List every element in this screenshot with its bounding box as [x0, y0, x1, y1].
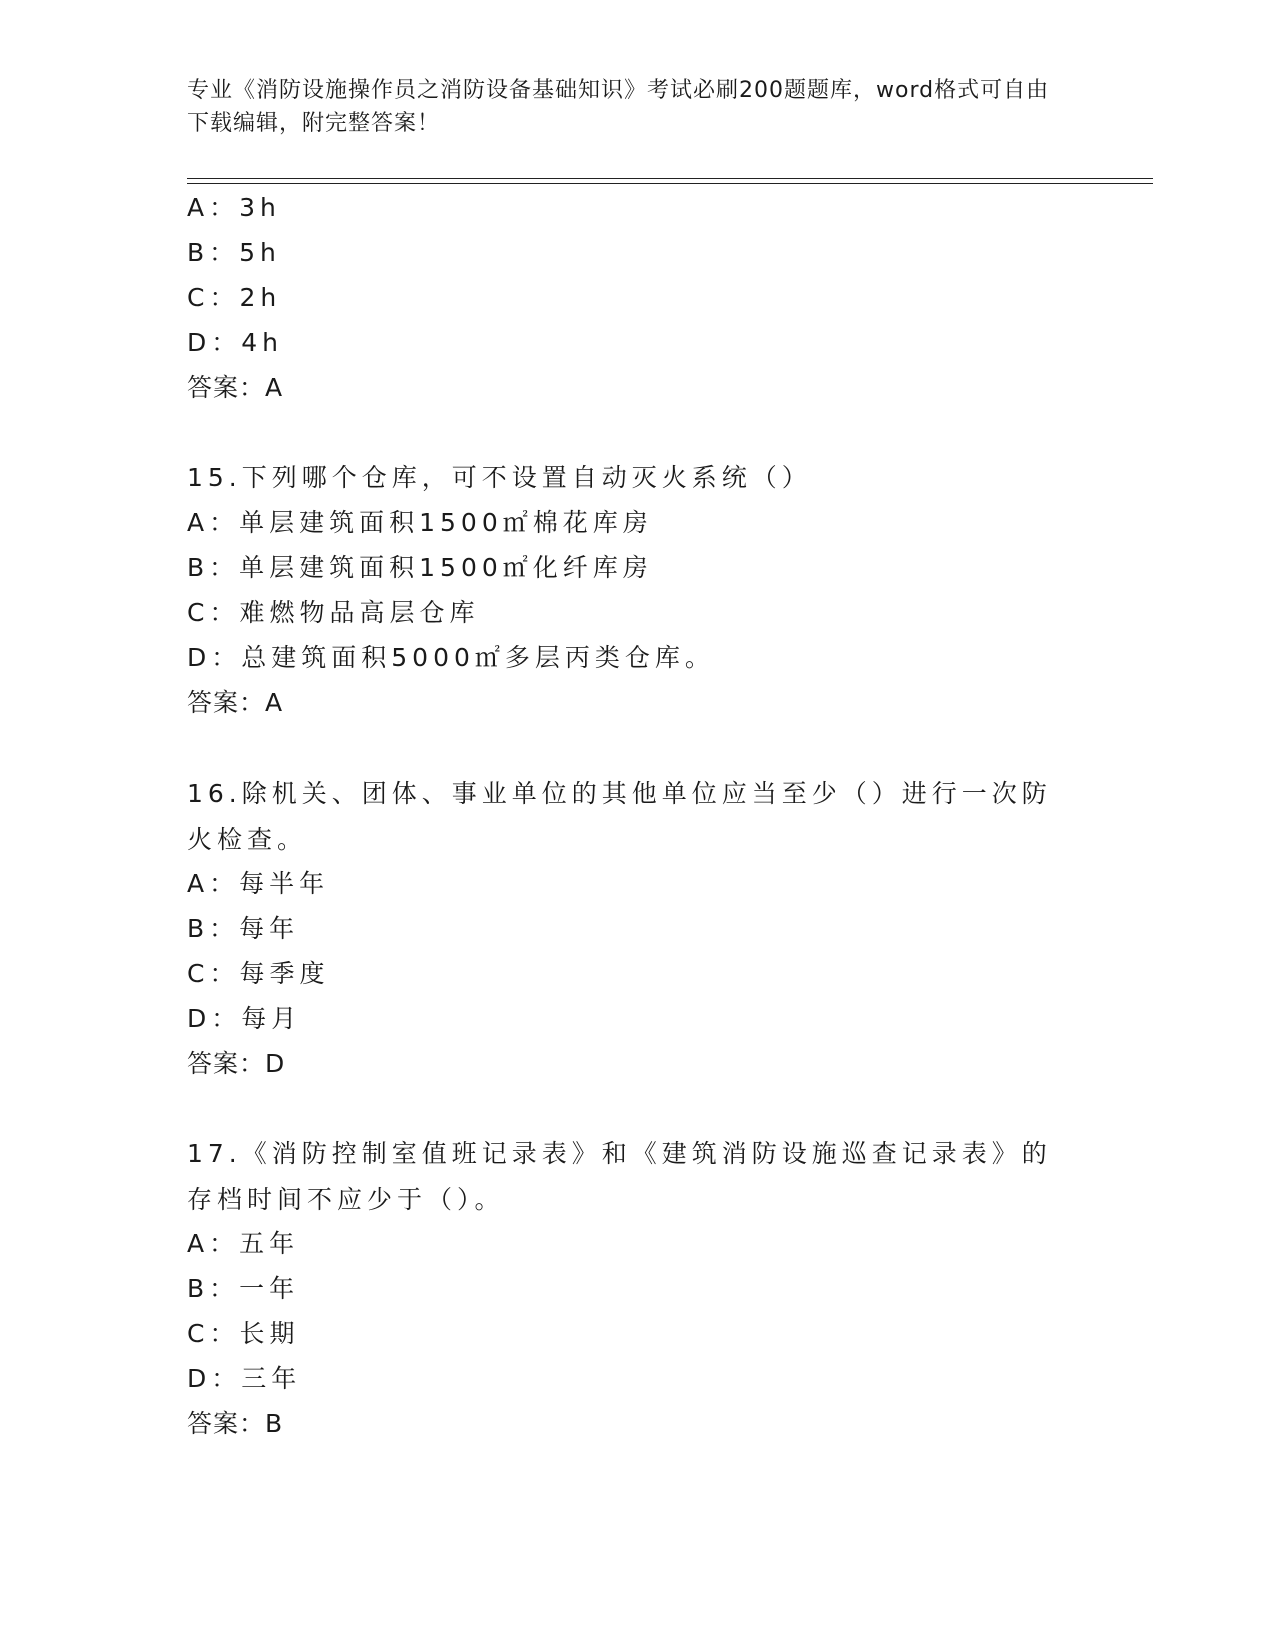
option-b: B：5h [187, 238, 281, 267]
option-d: D：总建筑面积5000㎡多层丙类仓库。 [187, 643, 715, 672]
question-15-text: 15.下列哪个仓库，可不设置自动灭火系统（） [187, 463, 812, 492]
document-header-title: 专业《消防设施操作员之消防设备基础知识》考试必刷200题题库，word格式可自由下载编辑，附完整答案！ [187, 78, 1050, 136]
answer-line: 答案：A [187, 688, 284, 717]
question-16-text: 16.除机关、团体、事业单位的其他单位应当至少（）进行一次防火检查。 [187, 779, 1052, 854]
option-d: D：每月 [187, 1004, 302, 1033]
option-a: A：单层建筑面积1500㎡棉花库房 [187, 508, 653, 537]
option-c: C：2h [187, 283, 282, 312]
option-a: A：每半年 [187, 869, 330, 898]
option-c: C：长期 [187, 1319, 300, 1348]
option-a: A：五年 [187, 1229, 300, 1258]
option-b: B：一年 [187, 1274, 300, 1303]
option-b: B：单层建筑面积1500㎡化纤库房 [187, 553, 653, 582]
header-divider-top [187, 178, 1153, 179]
option-a: A：3h [187, 193, 281, 222]
answer-line: 答案：D [187, 1049, 286, 1078]
answer-line: 答案：A [187, 373, 284, 402]
answer-line: 答案：B [187, 1409, 284, 1438]
option-c: C：每季度 [187, 959, 330, 988]
option-b: B：每年 [187, 914, 300, 943]
option-c: C：难燃物品高层仓库 [187, 598, 480, 627]
option-d: D：4h [187, 328, 284, 357]
option-d: D：三年 [187, 1364, 302, 1393]
question-17-text: 17.《消防控制室值班记录表》和《建筑消防设施巡查记录表》的存档时间不应少于（）。 [187, 1139, 1052, 1214]
header-divider-bottom [187, 183, 1153, 184]
